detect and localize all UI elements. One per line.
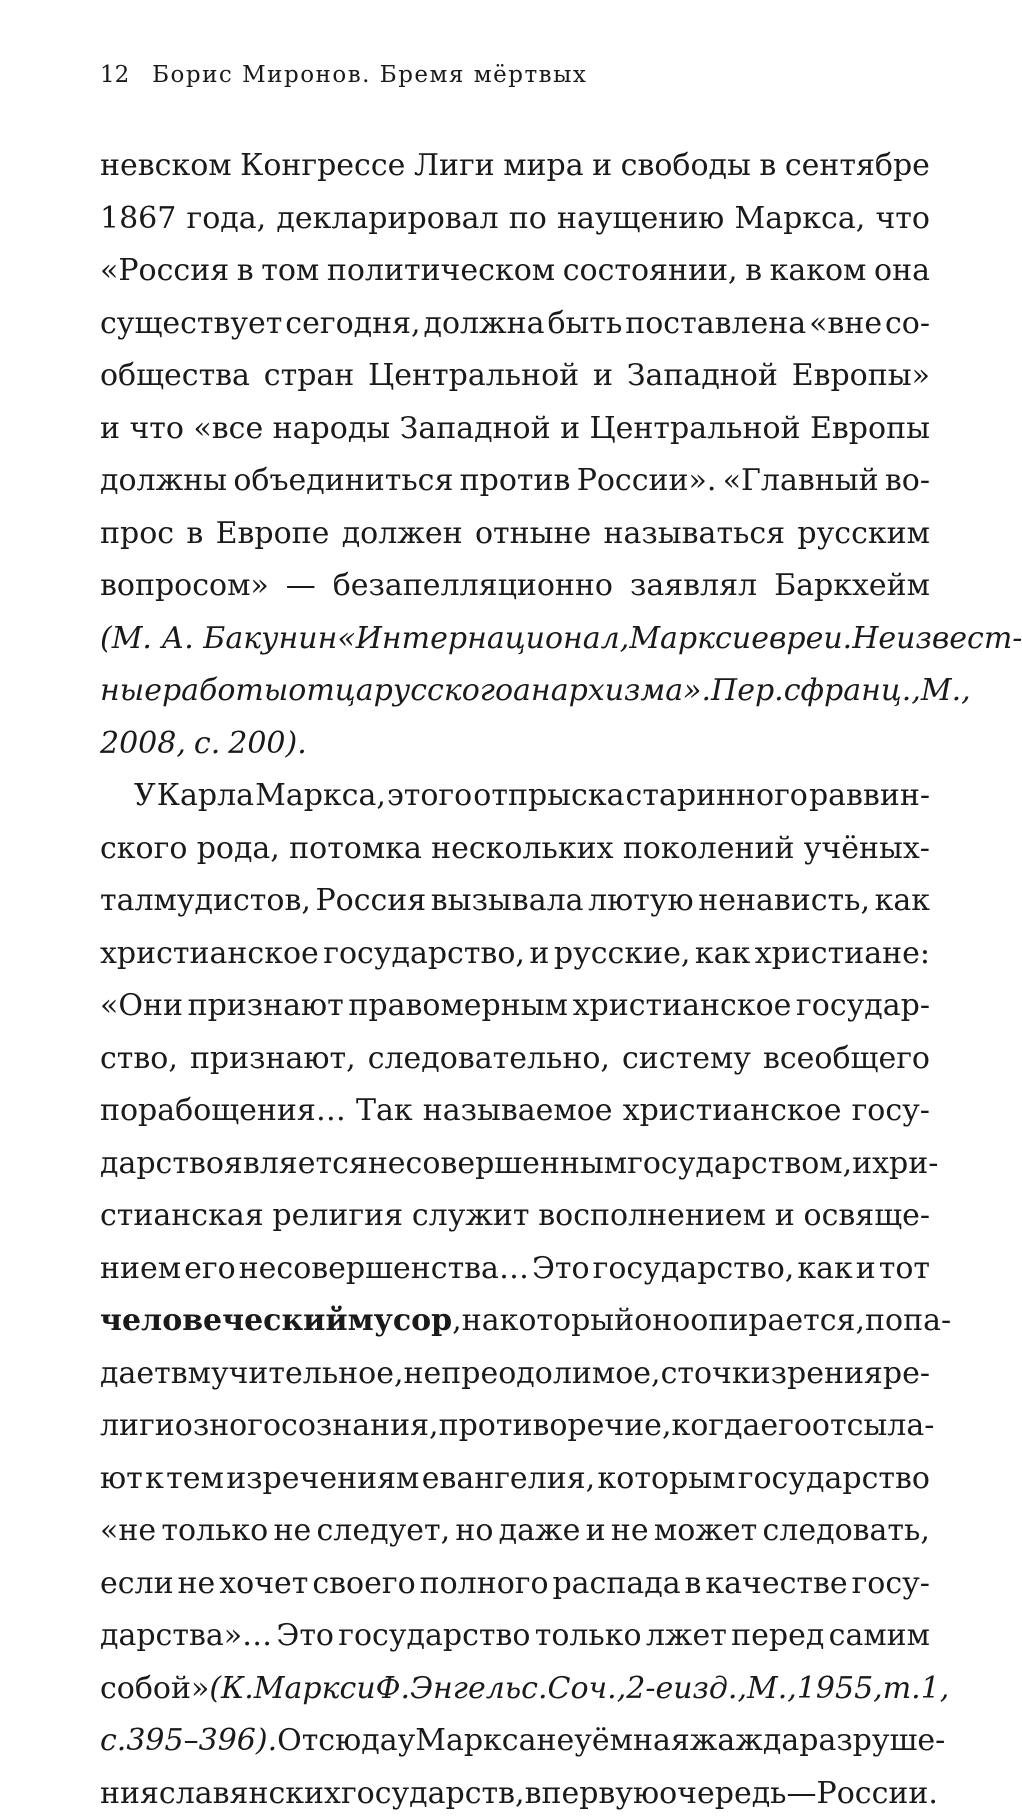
text-line	[100, 1243, 930, 1296]
word: состоянии,	[563, 245, 738, 298]
word: русские,	[554, 928, 691, 981]
word: с.	[194, 718, 220, 771]
text-line	[100, 350, 930, 403]
text-line	[100, 1558, 930, 1611]
word: полного	[420, 1558, 549, 1611]
word: франц.,	[801, 665, 921, 718]
text-line	[100, 560, 930, 613]
word: тот	[879, 1243, 930, 1296]
word: 2-е	[626, 1663, 673, 1716]
word: Соч.,	[548, 1663, 627, 1716]
word: только	[161, 1505, 268, 1558]
word: и	[529, 928, 549, 981]
word: опирается,	[690, 1295, 865, 1348]
word: с.	[100, 1715, 126, 1768]
word: дарства»…	[100, 1610, 272, 1663]
word: 200).	[228, 718, 307, 771]
word: но	[455, 1505, 493, 1558]
word: изречениям	[226, 1453, 419, 1506]
word: Западной	[400, 403, 551, 456]
word: восполнением	[538, 1190, 766, 1243]
word: освяще-	[804, 1190, 930, 1243]
word: Неизвест-	[852, 613, 1022, 666]
word: ные	[100, 665, 162, 718]
word: рода,	[197, 823, 280, 876]
word: жажда	[690, 1715, 799, 1768]
text-line	[100, 718, 930, 771]
word: государство,	[323, 928, 525, 981]
word: раввин-	[809, 770, 930, 823]
word: Центральной	[590, 403, 801, 456]
text-line	[100, 1663, 930, 1716]
word: безапелляционно	[333, 560, 613, 613]
word: объединиться	[233, 455, 453, 508]
word: евреи.	[751, 613, 852, 666]
word: противоречие,	[439, 1400, 672, 1453]
word: правомерным	[348, 980, 568, 1033]
word: «Они	[100, 980, 183, 1033]
word: что	[129, 403, 184, 456]
word: следовательно,	[368, 1033, 610, 1086]
word: называться	[604, 508, 786, 561]
word: в	[525, 1768, 542, 1820]
word: государств,	[341, 1768, 525, 1820]
word: Это	[532, 1243, 590, 1296]
word: религия	[272, 1190, 403, 1243]
word: христиане:	[755, 928, 930, 981]
word: поколений	[623, 823, 795, 876]
word: христианское	[100, 928, 319, 981]
word: если	[100, 1558, 174, 1611]
word: как	[695, 928, 750, 981]
word: человеческий	[100, 1295, 348, 1348]
word: этого	[387, 770, 472, 823]
word: признают	[188, 980, 344, 1033]
word: учёных-	[804, 823, 930, 876]
word: стран	[264, 350, 354, 403]
word: 2008,	[100, 718, 186, 771]
text-line	[100, 1715, 930, 1768]
word: тем	[166, 1453, 224, 1506]
word: всеобщего	[763, 1033, 930, 1086]
word: потомка	[289, 823, 422, 876]
word: дает	[100, 1348, 171, 1401]
word: во-	[885, 455, 930, 508]
word: Отсюда	[277, 1715, 397, 1768]
word: как	[875, 875, 930, 928]
word: даже	[499, 1505, 581, 1558]
word: народы	[273, 403, 391, 456]
word: христианское	[573, 980, 792, 1033]
word: Западной	[627, 350, 778, 403]
word: вопросом»	[100, 560, 269, 613]
text-line	[100, 1348, 930, 1401]
word: отсыла-	[812, 1400, 934, 1453]
word: 395–396).	[126, 1715, 277, 1768]
word: ненависть,	[698, 875, 870, 928]
word: систему	[622, 1033, 751, 1086]
word: работы	[162, 665, 288, 718]
word: лютую	[588, 875, 694, 928]
word: нескольких	[431, 823, 613, 876]
word: поставлена	[625, 298, 806, 351]
word: хри-	[872, 1138, 938, 1191]
word: и	[856, 1243, 876, 1296]
word: в	[186, 508, 203, 561]
word: существует	[100, 298, 282, 351]
word: (К.Маркс	[209, 1663, 356, 1716]
text-line	[100, 770, 930, 823]
word: дарство	[100, 1138, 224, 1191]
text-line	[100, 613, 930, 666]
word: «Интернационал,	[337, 613, 629, 666]
word: она	[874, 245, 930, 298]
word: которым	[598, 1453, 736, 1506]
word: госу-	[852, 1558, 930, 1611]
word: в	[685, 1558, 702, 1611]
word: Пер.	[711, 665, 784, 718]
word: государство	[738, 1453, 930, 1506]
word: не	[178, 1558, 216, 1611]
word: Конгрессе	[240, 140, 405, 193]
word: Карла	[157, 770, 254, 823]
word: качестве	[705, 1558, 847, 1611]
word: первую	[541, 1768, 659, 1820]
word: 1,	[921, 1663, 950, 1716]
word: который	[500, 1295, 635, 1348]
word: Центральной	[368, 350, 579, 403]
word: может	[654, 1505, 757, 1558]
word: следует,	[316, 1505, 450, 1558]
word: анархизма».	[513, 665, 711, 718]
text-line	[100, 1453, 930, 1506]
word: невском	[100, 140, 232, 193]
word: общества	[100, 350, 250, 403]
word: Это	[276, 1610, 334, 1663]
word: прос	[100, 508, 174, 561]
word: должны	[100, 455, 227, 508]
word: государство	[338, 1610, 530, 1663]
word: и	[560, 403, 580, 456]
word: Баркхейм	[774, 560, 930, 613]
word: на	[462, 1295, 500, 1348]
word: с	[661, 1348, 678, 1401]
word: России.	[817, 1768, 938, 1820]
word: собой»	[100, 1663, 209, 1716]
text-line	[100, 665, 930, 718]
word: Ф.Энгельс.	[376, 1663, 548, 1716]
word: следовать,	[763, 1505, 930, 1558]
word: наущению	[557, 193, 724, 246]
word: быть	[547, 298, 622, 351]
text-line	[100, 1295, 930, 1348]
word: и	[593, 350, 613, 403]
word: Европы»	[792, 350, 930, 403]
text-line	[100, 823, 930, 876]
word: государством,	[627, 1138, 852, 1191]
word: отца	[288, 665, 373, 718]
word: государ-	[796, 980, 930, 1033]
word: 1867	[100, 193, 176, 246]
word: и	[592, 140, 612, 193]
word: и	[732, 613, 751, 666]
word: России».	[577, 455, 717, 508]
word: русским	[797, 508, 930, 561]
word: с	[784, 665, 801, 718]
text-line	[100, 1190, 930, 1243]
word: к	[145, 1453, 164, 1506]
word: когда	[671, 1400, 760, 1453]
word: сентябре	[785, 140, 930, 193]
word: лигиозного	[100, 1400, 281, 1453]
word: изд.,	[673, 1663, 747, 1716]
word: своего	[312, 1558, 415, 1611]
word: ского	[100, 823, 187, 876]
text-line	[100, 508, 930, 561]
word: не	[273, 1505, 311, 1558]
word: несовершенным	[368, 1138, 627, 1191]
text-line	[100, 980, 930, 1033]
word: отныне	[475, 508, 591, 561]
text-line	[100, 1768, 930, 1820]
text-line	[100, 455, 930, 508]
text-line	[100, 193, 930, 246]
word: ния	[100, 1768, 159, 1820]
word: мучительное,	[188, 1348, 404, 1401]
text-line	[100, 928, 930, 981]
text-line	[100, 245, 930, 298]
word: славянских	[159, 1768, 341, 1820]
word: русского	[374, 665, 513, 718]
word: разруше-	[799, 1715, 945, 1768]
word: сознания,	[281, 1400, 439, 1453]
word: и	[586, 1505, 606, 1558]
word: что	[875, 193, 930, 246]
text-line	[100, 1033, 930, 1086]
word: —	[286, 560, 316, 613]
word: его	[184, 1243, 236, 1296]
word: христианское	[623, 1085, 842, 1138]
word: должна	[423, 298, 544, 351]
word: оно	[634, 1295, 690, 1348]
running-head	[100, 62, 587, 88]
word: и	[775, 1190, 795, 1243]
word: вызывала	[431, 875, 584, 928]
word: и	[852, 1138, 872, 1191]
word: мусор,	[348, 1295, 462, 1348]
body-text	[100, 140, 930, 1820]
word: неуёмная	[536, 1715, 689, 1768]
word: политическом	[327, 245, 555, 298]
text-line	[100, 1505, 930, 1558]
word: как	[797, 1243, 852, 1296]
word: Маркс	[629, 613, 732, 666]
word: в	[745, 245, 762, 298]
word: Маркса,	[255, 770, 386, 823]
word: «все	[193, 403, 263, 456]
word: непреодолимое,	[404, 1348, 661, 1401]
word: нием	[100, 1243, 181, 1296]
word: очередь	[659, 1768, 786, 1820]
text-line	[100, 1610, 930, 1663]
word: Маркса,	[734, 193, 865, 246]
word: перед	[731, 1610, 824, 1663]
word: мира	[503, 140, 583, 193]
word: по	[509, 193, 547, 246]
word: Лиги	[414, 140, 495, 193]
word: декларировал	[276, 193, 498, 246]
word: талмудистов,	[100, 875, 311, 928]
word: евангелия,	[422, 1453, 596, 1506]
word: Европе	[216, 508, 330, 561]
word: М.,	[921, 665, 971, 718]
word: старинного	[626, 770, 808, 823]
word: против	[460, 455, 571, 508]
word: государство,	[593, 1243, 795, 1296]
word: служит	[412, 1190, 530, 1243]
word: распада	[552, 1558, 680, 1611]
word: «не	[100, 1505, 156, 1558]
word: Так	[356, 1085, 413, 1138]
word: Европы	[810, 403, 930, 456]
word: «вне	[809, 298, 882, 351]
word: зрения	[771, 1348, 883, 1401]
word: отпрыска	[473, 770, 624, 823]
text-line	[100, 1400, 930, 1453]
word: госу-	[852, 1085, 930, 1138]
word: называемое	[423, 1085, 613, 1138]
text-line	[100, 1138, 930, 1191]
word: в	[237, 245, 254, 298]
word: несовершенства…	[239, 1243, 529, 1296]
word: и	[100, 403, 120, 456]
word: заявлял	[630, 560, 757, 613]
word: должен	[342, 508, 463, 561]
text-line	[100, 140, 930, 193]
word: хочет	[219, 1558, 308, 1611]
word: каком	[770, 245, 867, 298]
word: свободы	[621, 140, 751, 193]
word: года,	[187, 193, 267, 246]
word: в	[759, 140, 776, 193]
book-title: Борис Миронов. Бремя мёртвых	[152, 62, 587, 88]
word: Маркса	[415, 1715, 536, 1768]
word: ре-	[883, 1348, 930, 1401]
word: У	[134, 770, 156, 823]
word: его	[760, 1400, 812, 1453]
word: стианская	[100, 1190, 264, 1243]
page-number: 12	[100, 62, 129, 88]
word: попа-	[865, 1295, 951, 1348]
word: ство,	[100, 1033, 178, 1086]
word: и	[356, 1663, 375, 1716]
word: Россия	[315, 875, 426, 928]
word: том	[261, 245, 319, 298]
word: ют	[100, 1453, 143, 1506]
word: в	[171, 1348, 188, 1401]
word: самим	[829, 1610, 930, 1663]
text-line	[100, 875, 930, 928]
word: у	[398, 1715, 416, 1768]
word: только	[535, 1610, 642, 1663]
word: лжет	[646, 1610, 727, 1663]
word: сегодня,	[285, 298, 420, 351]
word: со-	[885, 298, 930, 351]
word: М.,	[747, 1663, 797, 1716]
text-line	[100, 1085, 930, 1138]
word: не	[611, 1505, 649, 1558]
word: порабощения…	[100, 1085, 346, 1138]
text-line	[100, 403, 930, 456]
word: является	[224, 1138, 368, 1191]
word: признают,	[190, 1033, 356, 1086]
word: «Россия	[100, 245, 229, 298]
word: (М. А. Бакунин	[100, 613, 337, 666]
word: «Главный	[723, 455, 879, 508]
word: точки	[677, 1348, 770, 1401]
text-line	[100, 298, 930, 351]
word: —	[787, 1768, 817, 1820]
word: т.	[883, 1663, 921, 1716]
word: 1955,	[797, 1663, 883, 1716]
